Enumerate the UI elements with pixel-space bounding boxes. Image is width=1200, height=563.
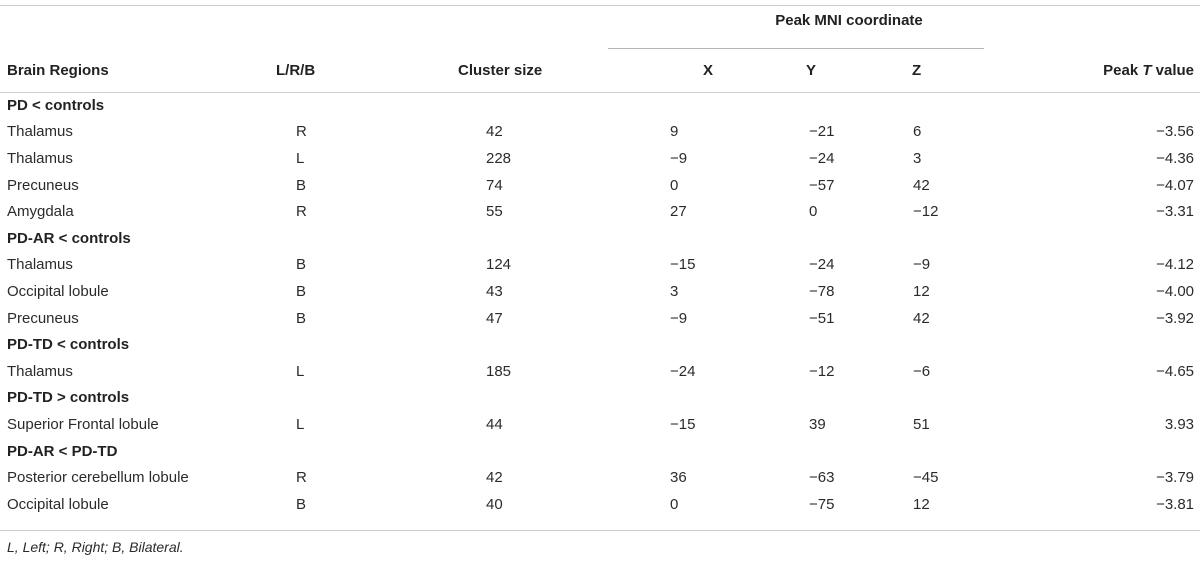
cell-cluster-size: 47 [486, 309, 503, 327]
cell-z: −45 [913, 469, 939, 487]
cell-region: Thalamus [7, 362, 73, 380]
cell-region: Superior Frontal lobule [7, 415, 159, 433]
table-row [0, 358, 1200, 385]
cell-cluster-size: 43 [486, 282, 503, 300]
section-title: PD-AR < PD-TD [7, 442, 118, 460]
col-cluster-size [418, 48, 608, 92]
col-label: Y [806, 61, 817, 79]
cell-side: B [296, 176, 307, 194]
cell-z: 12 [913, 495, 930, 513]
col-label: L/R/B [276, 61, 316, 79]
section-title: PD-TD < controls [7, 336, 130, 354]
cell-region: Amygdala [7, 203, 74, 221]
cell-peak-t: −4.65 [1156, 362, 1195, 380]
cell-x: 3 [670, 282, 679, 300]
cell-region: Posterior cerebellum lobule [7, 469, 189, 487]
cell-region: Thalamus [7, 149, 73, 167]
table-row [0, 119, 1200, 146]
cell-x: −9 [670, 149, 688, 167]
cell-side: L [296, 362, 305, 380]
cell-region: Precuneus [7, 309, 79, 327]
cell-x: 0 [670, 176, 679, 194]
cell-x: 0 [670, 495, 679, 513]
table-row [0, 411, 1200, 438]
cell-y: 0 [809, 203, 818, 221]
cell-peak-t: −4.36 [1156, 149, 1195, 167]
col-label: X [702, 61, 713, 79]
cell-side: B [296, 256, 307, 274]
cell-z: 51 [913, 415, 930, 433]
cell-region: Thalamus [7, 256, 73, 274]
cell-x: −15 [670, 256, 696, 274]
cell-cluster-size: 44 [486, 415, 503, 433]
group-header-label: Peak MNI coordinate [775, 12, 923, 30]
table-row [0, 252, 1200, 279]
col-z [860, 48, 1090, 92]
cell-side: R [296, 469, 307, 487]
cell-region: Thalamus [7, 123, 73, 141]
cell-y: −78 [809, 282, 835, 300]
cell-z: 42 [913, 176, 930, 194]
section-header-row [0, 385, 1200, 412]
cell-peak-t: −3.92 [1156, 309, 1195, 327]
cell-cluster-size: 185 [486, 362, 512, 380]
cell-y: −75 [809, 495, 835, 513]
cell-y: −24 [809, 256, 835, 274]
table-row [0, 464, 1200, 491]
cell-cluster-size: 55 [486, 203, 503, 221]
section-header-row [0, 331, 1200, 358]
cell-y: −63 [809, 469, 835, 487]
table-row [0, 305, 1200, 332]
cell-side: L [296, 415, 305, 433]
table-row [0, 491, 1200, 518]
cell-y: −12 [809, 362, 835, 380]
cell-cluster-size: 74 [486, 176, 503, 194]
cell-side: L [296, 149, 305, 167]
table-header [0, 0, 1200, 92]
col-label: Brain Regions [7, 61, 109, 79]
cell-y: −24 [809, 149, 835, 167]
table-row [0, 172, 1200, 199]
cell-peak-t: −3.79 [1156, 469, 1195, 487]
cell-side: B [296, 495, 307, 513]
cell-side: B [296, 309, 307, 327]
col-x [608, 48, 768, 92]
cell-x: 9 [670, 123, 679, 141]
col-label-italic: T [1142, 61, 1152, 79]
col-brain-regions [0, 48, 238, 92]
col-peak-t [1090, 48, 1200, 92]
cell-peak-t: −3.31 [1156, 203, 1195, 221]
table-footnote: L, Left; R, Right; B, Bilateral. [7, 539, 184, 555]
cell-z: −6 [913, 362, 931, 380]
cell-cluster-size: 124 [486, 256, 512, 274]
cell-region: Occipital lobule [7, 495, 109, 513]
cell-x: −24 [670, 362, 696, 380]
table-body [0, 92, 1200, 518]
table-row [0, 145, 1200, 172]
section-header-row [0, 92, 1200, 119]
section-title: PD-TD > controls [7, 389, 130, 407]
section-header-row [0, 225, 1200, 252]
cell-z: 42 [913, 309, 930, 327]
cell-region: Precuneus [7, 176, 79, 194]
cell-z: −9 [913, 256, 931, 274]
cell-peak-t: −4.00 [1156, 282, 1195, 300]
group-header-peak-mni [608, 0, 1090, 45]
cell-z: 3 [913, 149, 922, 167]
table-row [0, 198, 1200, 225]
bottom-rule [0, 530, 1200, 531]
cell-peak-t: −4.07 [1156, 176, 1195, 194]
col-label-suffix: value [1151, 61, 1195, 79]
cell-z: −12 [913, 203, 939, 221]
cell-x: 27 [670, 203, 687, 221]
cell-x: 36 [670, 469, 687, 487]
cell-y: 39 [809, 415, 826, 433]
cell-y: −21 [809, 123, 835, 141]
cell-side: R [296, 203, 307, 221]
col-label: Z [912, 61, 922, 79]
col-lrb [238, 48, 418, 92]
section-title: PD-AR < controls [7, 229, 131, 247]
cell-peak-t: 3.93 [1164, 415, 1195, 433]
cell-peak-t: −3.81 [1156, 495, 1195, 513]
cell-z: 12 [913, 282, 930, 300]
cell-y: −51 [809, 309, 835, 327]
cell-side: B [296, 282, 307, 300]
cell-x: −15 [670, 415, 696, 433]
cell-side: R [296, 123, 307, 141]
cell-cluster-size: 40 [486, 495, 503, 513]
cell-cluster-size: 42 [486, 123, 503, 141]
col-label: Cluster size [458, 61, 543, 79]
cell-peak-t: −4.12 [1156, 256, 1195, 274]
col-y [768, 48, 860, 92]
cell-region: Occipital lobule [7, 282, 109, 300]
section-title: PD < controls [7, 96, 105, 114]
table-row [0, 278, 1200, 305]
cell-cluster-size: 42 [486, 469, 503, 487]
section-header-row [0, 438, 1200, 465]
cell-x: −9 [670, 309, 688, 327]
cell-y: −57 [809, 176, 835, 194]
cell-z: 6 [913, 123, 922, 141]
cell-cluster-size: 228 [486, 149, 512, 167]
col-label: Peak [1103, 61, 1143, 79]
cell-peak-t: −3.56 [1156, 123, 1195, 141]
